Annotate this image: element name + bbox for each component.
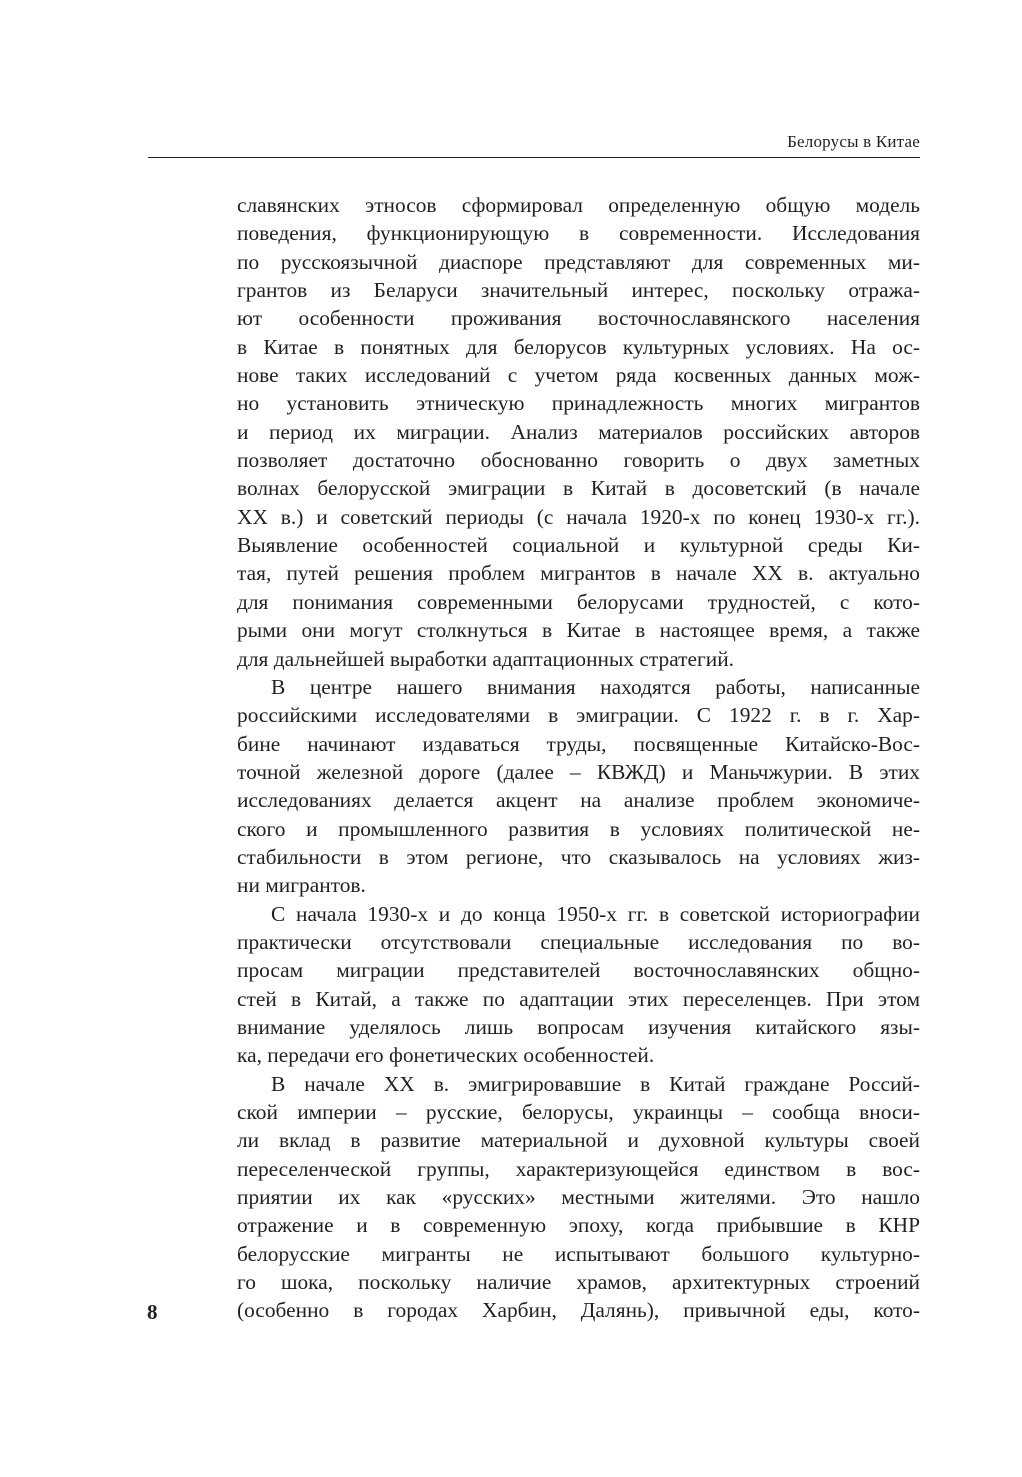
text-line: белорусские мигранты не испытывают большого культурно- [237, 1241, 920, 1266]
text-line: приятии их как «русских» местными жителями. Это нашло [237, 1185, 920, 1210]
text-line: ской империи – русские, белорусы, украинцы – сообща вноси- [237, 1100, 920, 1124]
paragraph [237, 1070, 920, 1325]
running-header-title: Белорусы в Китае [787, 132, 920, 151]
text-line: бине начинают издаваться труды, посвященные Китайско-Вос- [237, 731, 920, 756]
text-line: нове таких исследований с учетом ряда косвенных данных мож- [237, 363, 920, 388]
text-line: ХХ в.) и советский периоды (с начала 1920-х по конец 1930-х гг.). [237, 504, 920, 529]
text-line: для понимания современными белорусами трудностей, с кото- [237, 589, 920, 614]
text-line: российскими исследователями в эмиграции. С 1922 г. в г. Хар- [237, 703, 920, 728]
text-line: ского и промышленного развития в условиях политической не- [237, 816, 920, 841]
text-line: ка, передачи его фонетических особенностей. [237, 1043, 655, 1068]
text-line: ют особенности проживания восточнославянского населения [237, 306, 920, 331]
text-line: волнах белорусской эмиграции в Китай в досоветский (в начале [237, 476, 920, 501]
text-line: и период их миграции. Анализ материалов российских авторов [237, 419, 920, 444]
text-line: ни мигрантов. [237, 873, 366, 898]
text-line: переселенческой группы, характеризующейся единством в вос- [237, 1156, 920, 1181]
text-line: позволяет достаточно обоснованно говорить о двух заметных [237, 448, 920, 473]
text-line: просам миграции представителей восточнославянских общно- [237, 958, 920, 983]
text-line: в Китае в понятных для белорусов культурных условиях. На ос- [237, 334, 920, 359]
text-line: по русскоязычной диаспоре представляют для современных ми- [237, 249, 920, 274]
text-line: ли вклад в развитие материальной и духовной культуры своей [237, 1128, 920, 1153]
text-line: стабильности в этом регионе, что сказывалось на условиях жиз- [237, 844, 920, 869]
text-line: (особенно в городах Харбин, Далянь), привычной еды, кото- [237, 1298, 920, 1323]
text-line: отражение и в современную эпоху, когда прибывшие в КНР [237, 1213, 920, 1238]
text-line: поведения, функционирующую в современности. Исследования [237, 221, 920, 246]
text-line: точной железной дороге (далее – КВЖД) и Маньчжурии. В этих [237, 759, 920, 784]
text-line: тая, путей решения проблем мигрантов в начале ХХ в. актуально [237, 561, 920, 586]
text-line: грантов из Беларуси значительный интерес, поскольку отража- [237, 278, 920, 303]
text-line: славянских этносов сформировал определенную общую модель [237, 193, 920, 217]
text-line: С начала 1930-х и до конца 1950-х гг. в советской историографии [271, 901, 920, 926]
text-line: В центре нашего внимания находятся работы, написанные [271, 674, 920, 699]
paragraph [237, 900, 920, 1070]
paragraph [237, 191, 920, 673]
text-line: го шока, поскольку наличие храмов, архитектурных строений [237, 1270, 920, 1295]
text-line: для дальнейшей выработки адаптационных стратегий. [237, 646, 735, 671]
text-line: внимание уделялось лишь вопросам изучения китайского язы- [237, 1014, 920, 1039]
page-number: 8 [147, 1300, 158, 1324]
text-line: практически отсутствовали специальные исследования по во- [237, 929, 920, 954]
text-line: рыми они могут столкнуться в Китае в настоящее время, а также [237, 618, 920, 643]
running-header [148, 128, 920, 158]
body-text [237, 191, 920, 1325]
text-line: В начале ХХ в. эмигрировавшие в Китай граждане Россий- [271, 1071, 920, 1096]
text-line: но установить этническую принадлежность многих мигрантов [237, 391, 920, 416]
paragraph [237, 673, 920, 900]
text-line: исследованиях делается акцент на анализе проблем экономиче- [237, 788, 920, 813]
text-line: стей в Китай, а также по адаптации этих переселенцев. При этом [237, 986, 920, 1011]
text-line: Выявление особенностей социальной и культурной среды Ки- [237, 533, 920, 558]
